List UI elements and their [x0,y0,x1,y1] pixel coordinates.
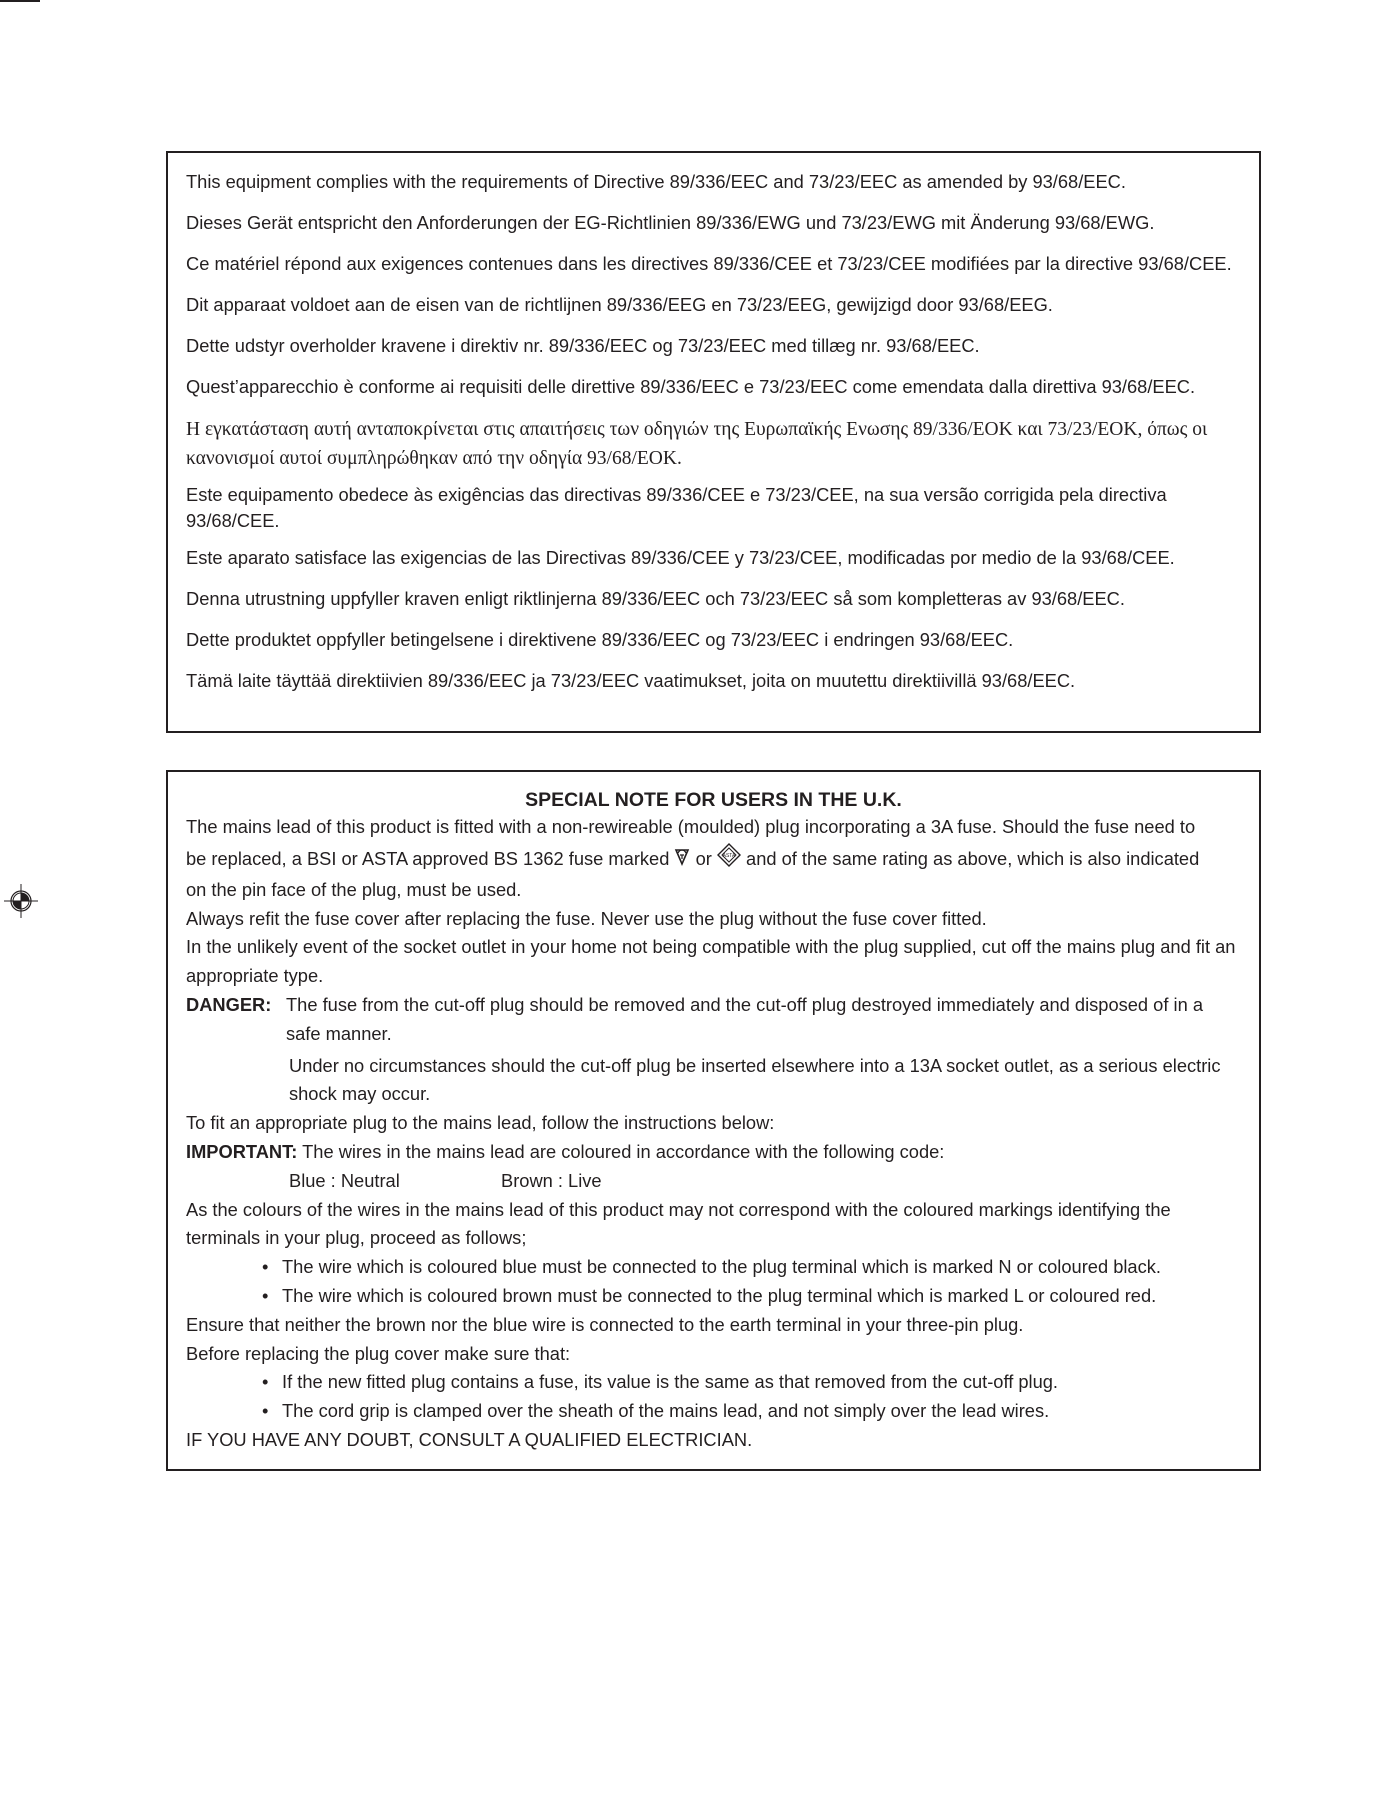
fuse-text-or: or [695,847,712,869]
list-item [186,1397,1241,1426]
compliance-fi: Tämä laite täyttää direktiivien 89/336/EEC ja 73/23/EEC vaatimukset, joita on muutettu direktiivillä 93/68/EEC. [186,670,1076,691]
compliance-en: This equipment complies with the requirements of Directive 89/336/EEC and 73/23/EEC as amended by 93/68/EEC. [186,171,1126,192]
wire-bullet-brown: The wire which is coloured brown must be connected to the plug terminal which is marked L or coloured red. [282,1284,1157,1306]
uk-note-box [166,770,1261,1471]
fuse-text-b: and of the same rating as above, which is also indicated [746,847,1200,869]
list-item [186,1282,1241,1311]
fuse-paragraph-line1: The mains lead of this product is fitted with a non-rewireable (moulded) plug incorporating a 3A fuse. Should the fuse need to [186,816,1196,837]
bullet: • [262,1256,269,1278]
compliance-fr: Ce matériel répond aux exigences contenues dans les directives 89/336/CEE et 73/23/CEE modifiées par la directive 93/68/CEE. [186,253,1232,274]
danger-block [186,991,1241,1049]
uk-note-heading: SPECIAL NOTE FOR USERS IN THE U.K. [525,789,902,811]
wire-bullet-blue: The wire which is coloured blue must be connected to the plug terminal which is marked N or coloured black. [282,1256,1161,1278]
bullet: • [262,1284,269,1306]
compliance-el: Η εγκατάσταση αυτή ανταποκρίνεται στις απαιτήσεις των οδηγιών της Ευρωπαϊκής Ενωσης 89/336/ΕΟΚ και 73/23/ΕΟΚ, όπως οι κανονισμοί αυτοί συμπληρώθηκαν από την οδηγία 93/68/ΕΟΚ. [186,419,1208,469]
compliance-pt: Este equipamento obedece às exigências das directivas 89/336/CEE e 73/23/CEE, na sua versão corrigida pela directiva 93/68/CEE. [186,484,1167,531]
fit-instructions: To fit an appropriate plug to the mains lead, follow the instructions below: [186,1112,775,1134]
asta-mark-icon [717,843,741,867]
bullet: • [262,1400,269,1422]
compliance-da: Dette udstyr overholder kravene i direktiv nr. 89/336/EEC og 73/23/EEC med tillæg nr. 93/68/EEC. [186,335,980,356]
fuse-paragraph-line2 [186,842,1241,876]
bsi-kitemark-icon [674,847,690,867]
important-line [186,1138,1241,1167]
danger-text-2: Under no circumstances should the cut-off plug be inserted elsewhere into a 13A socket outlet, as a serious electric shock may occur. [289,1054,1221,1105]
registration-mark-icon [4,884,38,918]
colours-paragraph: As the colours of the wires in the mains lead of this product may not correspond with the coloured markings identifying the terminals in your plug, proceed as follows; [186,1198,1171,1249]
compliance-nl: Dit apparaat voldoet aan de eisen van de richtlijnen 89/336/EEG en 73/23/EEG, gewijzigd door 93/68/EEG. [186,294,1053,315]
danger-label: DANGER: [186,993,272,1015]
compliance-de: Dieses Gerät entspricht den Anforderungen der EG-Richtlinien 89/336/EWG und 73/23/EWG mit Änderung 93/68/EWG. [186,212,1155,233]
code-blue: Blue : Neutral [289,1169,400,1191]
crop-mark [0,0,40,2]
important-label: IMPORTANT: [186,1140,298,1162]
unlikely-text: In the unlikely event of the socket outlet in your home not being compatible with the plug supplied, cut off the mains plug and fit an appropriate type. [186,936,1236,987]
earth-text: Ensure that neither the brown nor the blue wire is connected to the earth terminal in your three-pin plug. [186,1313,1024,1335]
asta-mark-text: ASTA [722,852,736,859]
list-item [186,1253,1241,1282]
compliance-no: Dette produktet oppfyller betingelsene i direktivene 89/336/EEC og 73/23/EEC i endringen 93/68/EEC. [186,629,1014,650]
bullet: • [262,1371,269,1393]
refit-text: Always refit the fuse cover after replacing the fuse. Never use the plug without the fuse cover fitted. [186,907,987,929]
doubt-text: IF YOU HAVE ANY DOUBT, CONSULT A QUALIFIED ELECTRICIAN. [186,1428,753,1450]
compliance-it: Quest’apparecchio è conforme ai requisiti delle direttive 89/336/EEC e 73/23/EEC come emendata dalla direttiva 93/68/EEC. [186,376,1196,397]
list-item [186,1368,1241,1397]
code-brown: Brown : Live [501,1169,602,1191]
before-cover-text: Before replacing the plug cover make sure that: [186,1342,571,1364]
cover-bullet-grip: The cord grip is clamped over the sheath of the mains lead, and not simply over the lead wires. [282,1400,1050,1422]
fuse-text-a: be replaced, a BSI or ASTA approved BS 1362 fuse marked [186,847,670,869]
important-text: The wires in the mains lead are coloured in accordance with the following code: [302,1140,945,1162]
cover-bullet-fuse: If the new fitted plug contains a fuse, its value is the same as that removed from the cut-off plug. [282,1371,1059,1393]
danger-text: The fuse from the cut-off plug should be removed and the cut-off plug destroyed immediately and disposed of in a safe manner. [286,993,1203,1044]
wire-code [186,1167,1241,1196]
fuse-paragraph-line3: on the pin face of the plug, must be used. [186,878,522,900]
compliance-es: Este aparato satisface las exigencias de las Directivas 89/336/CEE y 73/23/CEE, modificadas por medio de la 93/68/CEE. [186,547,1175,568]
compliance-box [166,151,1261,733]
compliance-sv: Denna utrustning uppfyller kraven enligt riktlinjerna 89/336/EEC och 73/23/EEC så som kompletteras av 93/68/EEC. [186,588,1125,609]
